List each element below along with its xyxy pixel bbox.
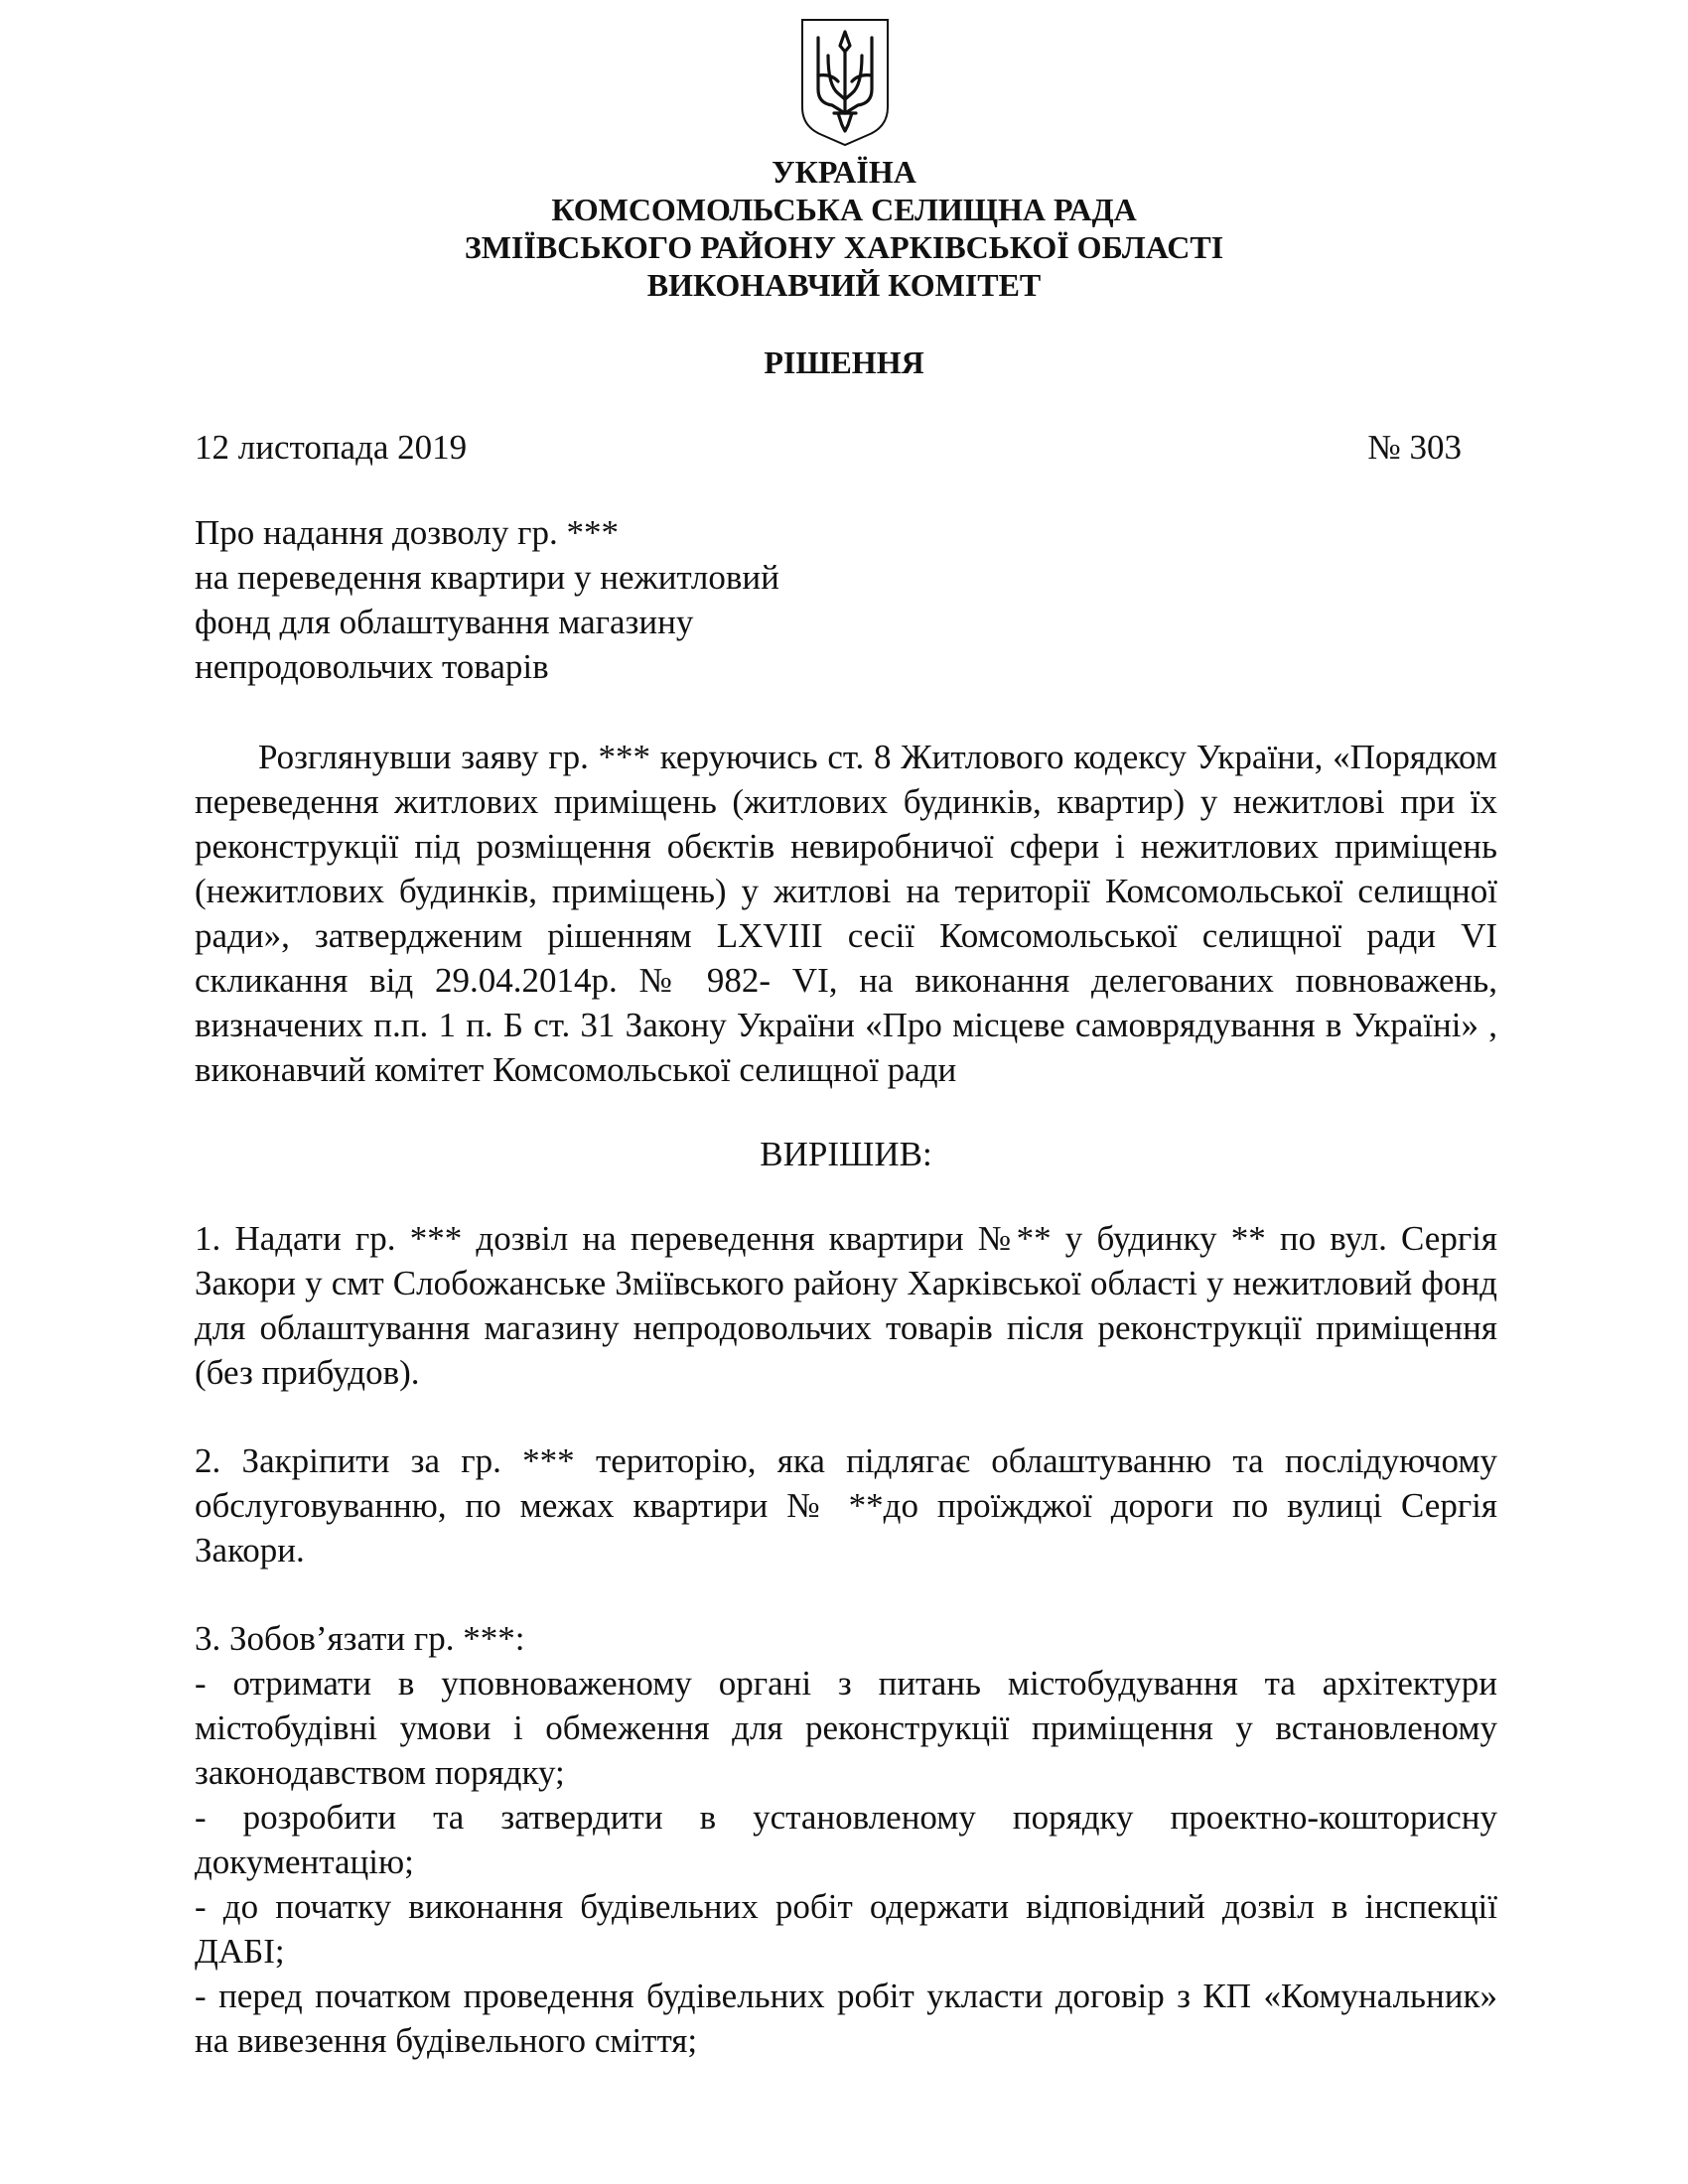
decision-subject xyxy=(195,510,1088,689)
preamble-paragraph: Розглянувши заяву гр. *** керуючись ст. 8 Житлового кодексу України, «Порядком переведення житлових приміщень (житлових будинків, квартир) у нежитлові при їх реконструкції під розміщення обєктів невиробничої сфери і нежитлових приміщень (нежитлових будинків, приміщень) у житлові на території Комсомольської селищної ради», затвердженим рішенням LXVIII сесії Комсомольської селищної ради VI скликання від 29.04.2014р. № 982- VI, на виконання делегованих повноважень, визначених п.п. 1 п. Б ст. 31 Закону України «Про місцеве самоврядування в Україні» , виконавчий комітет Комсомольської селищної ради xyxy=(195,738,1497,1089)
subject-line: фонд для облаштування магазину xyxy=(195,603,694,641)
resolved-heading: ВИРІШИВ: xyxy=(760,1135,932,1173)
decision-title: РІШЕННЯ xyxy=(764,344,924,380)
item-1-paragraph: 1. Надати гр. *** дозвіл на переведення квартири №** у будинку ** по вул. Сергія Закори у смт Слобожанське Зміївського району Харківської області у нежитловий фонд для облаштування магазину непродовольчих товарів після реконструкції приміщення (без прибудов). xyxy=(195,1219,1497,1392)
item-3-intro: 3. Зобов’язати гр. ***: xyxy=(195,1619,525,1658)
decision-date: 12 листопада 2019 xyxy=(195,428,468,467)
subject-line: непродовольчих товарів xyxy=(195,647,549,686)
decision-body xyxy=(195,735,1497,2063)
item-3-bullet: - перед початком проведення будівельних робіт укласти договір з КП «Комунальник» на вивезення будівельного сміття; xyxy=(195,1977,1497,2060)
item-3-bullet: - до початку виконання будівельних робіт одержати відповідний дозвіл в інспекції ДАБІ; xyxy=(195,1887,1497,1971)
header-district: ЗМІЇВСЬКОГО РАЙОНУ ХАРКІВСЬКОЇ ОБЛАСТІ xyxy=(464,229,1224,265)
issuer-header xyxy=(0,153,1688,304)
subject-line: Про надання дозволу гр. *** xyxy=(195,513,619,552)
item-3-bullet: - розробити та затвердити в установленому порядку проектно-кошторисну документацію; xyxy=(195,1798,1497,1881)
item-2-paragraph: 2. Закріпити за гр. *** територію, яка підлягає облаштуванню та послідуючому обслуговуванню, по межах квартири № **до проїжджої дороги по вулиці Сергія Закори. xyxy=(195,1441,1497,1570)
item-3-bullet: - отримати в уповноваженому органі з питань містобудування та архітектури містобудівні умови і обмеження для реконструкції приміщення у встановленому законодавством порядку; xyxy=(195,1664,1497,1792)
header-country: УКРАЇНА xyxy=(772,154,916,190)
header-council: КОМСОМОЛЬСЬКА СЕЛИЩНА РАДА xyxy=(551,192,1137,227)
decision-number: № 303 xyxy=(1367,428,1462,467)
header-committee: ВИКОНАВЧИЙ КОМІТЕТ xyxy=(646,267,1042,303)
trident-coat-of-arms-icon xyxy=(798,16,892,149)
subject-line: на переведення квартири у нежитловий xyxy=(195,558,779,597)
